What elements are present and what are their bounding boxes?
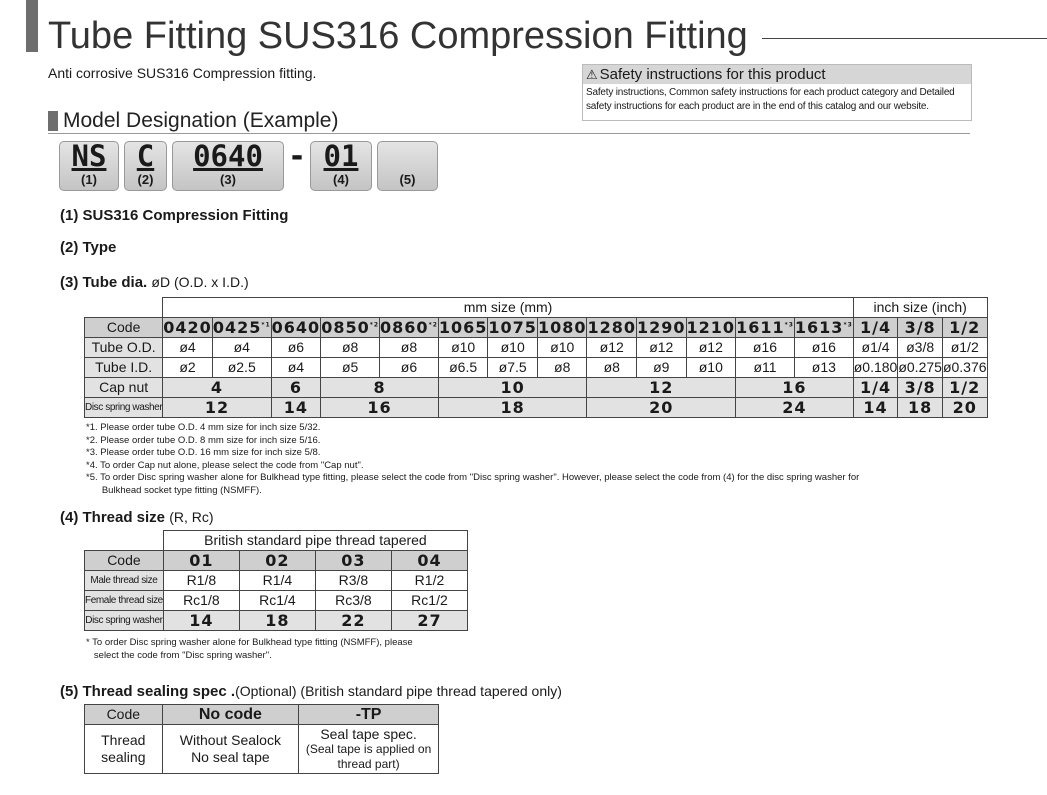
tube-dia-table: [84, 297, 988, 418]
code-cell: 0850$^{*2}$: [321, 318, 380, 337]
safety-instructions-box[interactable]: [582, 64, 972, 121]
code-cell: 0425$^{*1}$: [212, 318, 271, 337]
code-cell: 0860$^{*2}$: [380, 318, 438, 337]
id-cell: ø13: [794, 358, 853, 378]
code-cell: 1613$^{*3}$: [794, 318, 853, 337]
safety-line-2: safety instructions for each product are in the end of this catalog and our website.: [586, 101, 929, 112]
tube-id-row: [85, 358, 988, 378]
row-label: Tube I.D.: [85, 358, 163, 378]
model-part-3: [172, 141, 284, 191]
mm-size-header: mm size (mm): [163, 298, 853, 318]
cap-nut-cell: 10: [438, 378, 587, 398]
footnote: * To order Disc spring washer alone for Bulkhead type fitting (NSMFF), please: [86, 637, 413, 648]
cap-nut-cell: 12: [587, 378, 736, 398]
code-cell: 1080: [537, 318, 587, 337]
id-cell: ø11: [736, 358, 795, 378]
code-cell: 1/2: [942, 318, 987, 338]
female-thread-row: [85, 591, 468, 611]
cap-nut-cell: 3/8: [898, 378, 943, 398]
model-code: C: [136, 139, 155, 173]
footnote: select the code from "Disc spring washer".: [86, 649, 272, 661]
model-dash: -: [288, 139, 307, 174]
thread-disc-row: [85, 611, 468, 631]
id-cell: ø2: [163, 358, 213, 378]
page-subtitle: Anti corrosive SUS316 Compression fitting.: [48, 65, 317, 81]
desc-line: Without Sealock: [179, 732, 281, 748]
thread-table-header-row: [85, 531, 468, 551]
model-part-5: [377, 141, 438, 191]
od-cell: ø8: [321, 338, 380, 358]
safety-title: Safety instructions for this product: [599, 66, 826, 83]
id-cell: ø7.5: [488, 358, 538, 378]
id-cell: ø8: [587, 358, 637, 378]
cap-nut-cell: 16: [736, 378, 854, 398]
desc-line: (Seal tape is applied on: [305, 741, 432, 756]
female-cell: Rc3/8: [315, 591, 391, 611]
row-label: Tube O.D.: [85, 338, 163, 358]
od-cell: ø12: [686, 338, 736, 358]
warning-icon: ⚠: [586, 67, 598, 82]
id-cell: ø5: [321, 358, 380, 378]
cap-nut-cell: 6: [271, 378, 321, 398]
male-cell: R1/4: [239, 571, 315, 591]
thread-size-table: [84, 530, 468, 631]
seal-desc-row: [85, 725, 439, 774]
seal-code-cell: No code: [162, 705, 299, 725]
section-2-title: (2) Type: [60, 239, 117, 256]
disc-washer-cell: 27: [391, 611, 467, 631]
tube-notes: [86, 422, 859, 498]
tube-code-row: [85, 318, 988, 338]
row-label: [85, 725, 163, 774]
female-cell: Rc1/8: [163, 591, 239, 611]
footnote: *5. To order Disc spring washer alone for Bulkhead type fitting, please select the code from "Disc spring washer". However, please select the code from (4) for the disc spring washer for: [86, 472, 860, 484]
code-cell: 01: [163, 551, 239, 571]
model-part-2: [124, 141, 167, 191]
code-cell: 02: [239, 551, 315, 571]
section-3-title: (3) Tube dia.: [60, 274, 148, 291]
model-part-4: [310, 141, 372, 191]
row-label: Code: [85, 551, 164, 571]
disc-washer-cell: 24: [736, 398, 854, 418]
od-cell: ø1/4: [853, 338, 898, 358]
footnote: *4. To order Cap nut alone, please select the code from "Cap nut".: [86, 459, 364, 471]
desc-line: Seal tape spec.: [320, 725, 417, 742]
disc-washer-cell: 14: [853, 398, 898, 418]
od-cell: ø16: [794, 338, 853, 358]
cap-nut-cell: 1/2: [942, 378, 987, 398]
id-cell: ø4: [271, 358, 321, 378]
id-cell: ø0.376: [942, 358, 987, 378]
row-label: Code: [85, 705, 163, 725]
od-cell: ø10: [438, 338, 488, 358]
footnote: *3. Please order tube O.D. 16 mm size for inch size 5/8.: [86, 447, 321, 459]
male-cell: R3/8: [315, 571, 391, 591]
tube-od-row: [85, 338, 988, 358]
thread-code-row: [85, 551, 468, 571]
safety-header: [583, 65, 971, 84]
disc-washer-cell: 16: [321, 398, 439, 418]
od-cell: ø4: [212, 338, 271, 358]
id-cell: ø0.180: [853, 358, 898, 378]
footnote: *2. Please order tube O.D. 8 mm size for inch size 5/16.: [86, 434, 321, 446]
desc-line: thread part): [337, 756, 400, 771]
thread-sealing-table: [84, 704, 439, 774]
title-rule: [762, 38, 1047, 39]
code-cell: 1065: [438, 318, 488, 337]
disc-washer-cell: 20: [587, 398, 736, 418]
male-cell: R1/8: [163, 571, 239, 591]
code-cell: 1290: [637, 318, 686, 337]
disc-washer-cell: 14: [271, 398, 321, 418]
od-cell: ø4: [163, 338, 213, 358]
od-cell: ø12: [637, 338, 687, 358]
id-cell: ø9: [637, 358, 687, 378]
cap-nut-row: [85, 378, 988, 398]
id-cell: ø2.5: [212, 358, 271, 378]
disc-washer-cell: 14: [163, 611, 239, 631]
cap-nut-cell: 1/4: [853, 378, 898, 398]
model-num: (5): [399, 172, 416, 187]
id-cell: ø8: [537, 358, 587, 378]
model-code: 0640: [193, 139, 263, 173]
tube-table-header-row: [85, 298, 988, 318]
code-cell: 1/4: [853, 318, 898, 338]
disc-washer-cell: 18: [239, 611, 315, 631]
safety-body: [583, 84, 971, 116]
male-thread-row: [85, 571, 468, 591]
row-label-line: Thread: [101, 732, 146, 748]
row-label: Disc spring washer: [85, 398, 163, 418]
id-cell: ø0.275: [898, 358, 943, 378]
section-5-title: (5) Thread sealing spec .: [60, 683, 236, 700]
row-label-line: sealing: [101, 749, 146, 765]
disc-washer-cell: 18: [438, 398, 587, 418]
model-part-1: [59, 141, 119, 191]
row-label: Cap nut: [85, 378, 163, 398]
code-cell: 1280: [587, 318, 636, 337]
row-label: Male thread size: [85, 571, 164, 591]
seal-code-row: [85, 705, 439, 725]
od-cell: ø6: [271, 338, 321, 358]
male-cell: R1/2: [391, 571, 467, 591]
seal-code-cell: -TP: [299, 705, 439, 725]
id-cell: ø10: [686, 358, 736, 378]
code-cell: 1611$^{*3}$: [736, 318, 794, 337]
od-cell: ø10: [537, 338, 587, 358]
id-cell: ø6.5: [438, 358, 488, 378]
model-num: (1): [81, 172, 97, 187]
model-num: (2): [137, 172, 154, 187]
section-4-heading: [60, 509, 214, 526]
desc-line: No seal tape: [191, 749, 270, 765]
section-5-heading: [60, 683, 562, 700]
row-label: Disc spring washer: [85, 611, 164, 631]
code-cell: 3/8: [898, 318, 943, 338]
disc-washer-cell: 20: [942, 398, 987, 418]
cap-nut-cell: 8: [321, 378, 439, 398]
disc-washer-cell: 22: [315, 611, 391, 631]
section-5-note: (Optional) (British standard pipe thread tapered only): [235, 683, 562, 699]
od-cell: ø10: [488, 338, 538, 358]
female-cell: Rc1/4: [239, 591, 315, 611]
seal-desc-cell: [299, 725, 439, 774]
section-4-title: (4) Thread size: [60, 509, 166, 526]
section-3-note: øD (O.D. x I.D.): [151, 274, 249, 290]
model-code: 01: [323, 139, 359, 173]
section-rule: [48, 133, 970, 134]
section-3-heading: [60, 274, 249, 291]
od-cell: ø1/2: [942, 338, 987, 358]
od-cell: ø16: [736, 338, 795, 358]
thread-notes: [86, 637, 413, 662]
section-4-note: (R, Rc): [169, 509, 214, 525]
thread-standard-header: British standard pipe thread tapered: [163, 531, 467, 551]
section-1-title: (1) SUS316 Compression Fitting: [60, 207, 289, 224]
footnote: Bulkhead socket type fitting (NSMFF).: [86, 484, 262, 496]
safety-line-1: Safety instructions, Common safety instructions for each product category and Detailed: [586, 87, 955, 98]
disc-washer-cell: 18: [898, 398, 943, 418]
code-cell: 1210: [686, 318, 736, 337]
female-cell: Rc1/2: [391, 591, 467, 611]
id-cell: ø6: [380, 358, 439, 378]
code-cell: 03: [315, 551, 391, 571]
model-code: NS: [71, 139, 107, 173]
code-cell: 1075: [488, 318, 537, 337]
seal-desc-cell: [162, 725, 299, 774]
model-designation-title: Model Designation (Example): [63, 109, 339, 132]
disc-washer-cell: 12: [163, 398, 271, 418]
code-cell: 04: [391, 551, 467, 571]
code-cell: 0420: [163, 318, 212, 337]
inch-size-header: inch size (inch): [853, 298, 987, 318]
footnote: *1. Please order tube O.D. 4 mm size for inch size 5/32.: [86, 422, 321, 433]
row-label: Code: [85, 318, 163, 338]
section-accent-bar: [48, 111, 58, 131]
model-num: (4): [333, 172, 349, 187]
code-cell: 0640: [271, 318, 321, 337]
disc-washer-row: [85, 398, 988, 418]
od-cell: ø8: [380, 338, 439, 358]
od-cell: ø12: [587, 338, 637, 358]
title-accent-bar: [26, 0, 38, 52]
od-cell: ø3/8: [898, 338, 943, 358]
row-label: Female thread size: [85, 591, 164, 611]
model-num: (3): [220, 172, 236, 187]
page-title: Tube Fitting SUS316 Compression Fitting: [48, 15, 748, 57]
cap-nut-cell: 4: [163, 378, 271, 398]
